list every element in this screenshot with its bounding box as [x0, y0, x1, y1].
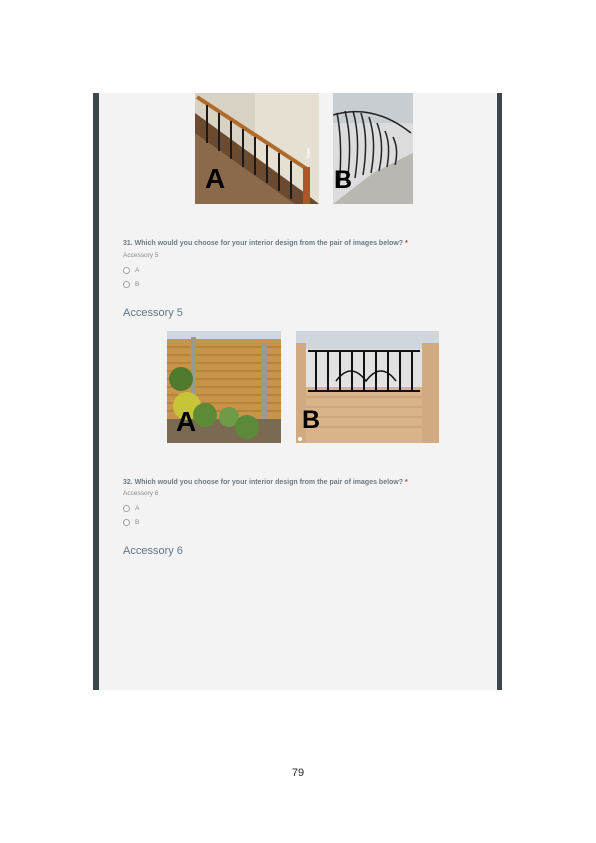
option-label: A [135, 505, 140, 512]
radio-button[interactable] [123, 267, 130, 274]
image-label-a-middle: A [176, 406, 197, 437]
question-32-title: 32. Which would you choose for your interior design from the pair of images below? * [123, 479, 408, 486]
required-asterisk: * [405, 240, 408, 247]
page-number: 79 [291, 767, 305, 779]
q32-option-a[interactable] [123, 505, 139, 512]
radio-button[interactable] [123, 281, 130, 288]
image-label-b-middle: B [302, 406, 321, 434]
radio-button[interactable] [123, 505, 130, 512]
option-label: B [135, 281, 140, 288]
q31-option-b[interactable] [123, 281, 139, 288]
q32-option-b[interactable] [123, 519, 139, 526]
image-label-b-top: B [334, 166, 353, 194]
option-label: B [135, 519, 140, 526]
question-32-helper: Accessory 6 [123, 490, 159, 497]
section-heading-accessory-6: Accessory 6 [123, 545, 183, 557]
radio-button[interactable] [123, 519, 130, 526]
question-31-title: 31. Which would you choose for your interior design from the pair of images below? * [123, 240, 408, 247]
q31-option-a[interactable] [123, 267, 139, 274]
required-asterisk: * [405, 479, 408, 486]
option-label: A [135, 267, 140, 274]
image-label-a-top: A [205, 163, 226, 194]
section-heading-accessory-5: Accessory 5 [123, 307, 183, 319]
question-31-helper: Accessory 5 [123, 252, 159, 259]
